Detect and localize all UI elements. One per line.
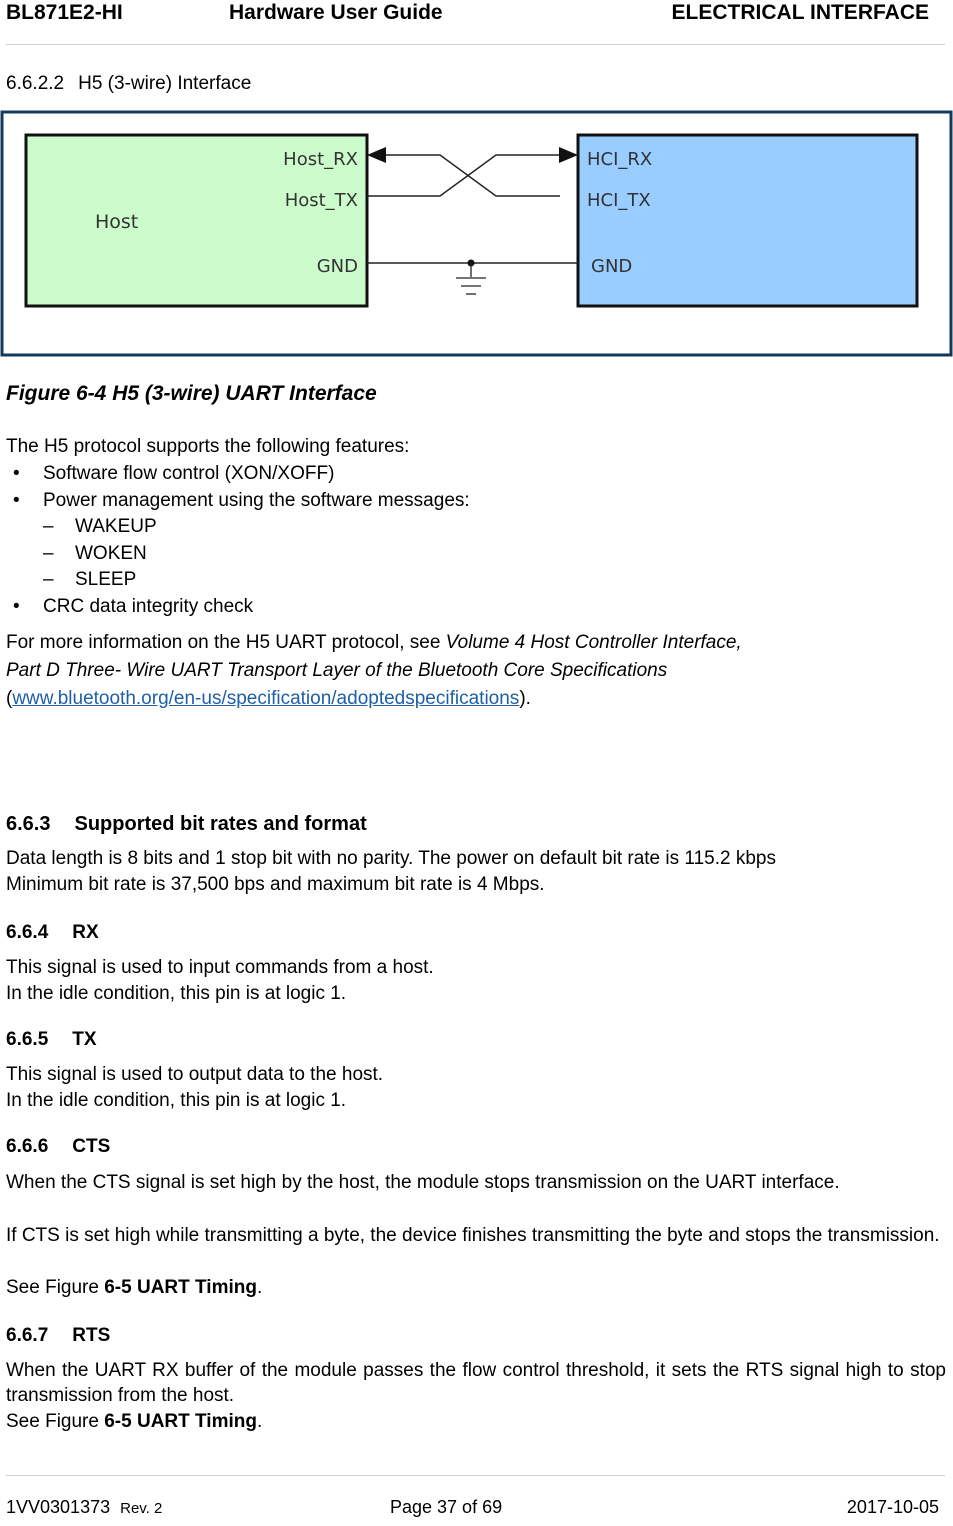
cts-paragraph-1: When the CTS signal is set high by the host, the module stops transmission on the UART interface. xyxy=(6,1172,840,1193)
features-intro: The H5 protocol supports the following features: xyxy=(6,436,410,457)
hci-tx-pin: HCI_TX xyxy=(587,190,651,211)
host-rx-pin: Host_RX xyxy=(283,149,358,170)
rx-text-line1: This signal is used to input commands from a host. xyxy=(6,957,434,978)
section-title: TX xyxy=(72,1029,97,1050)
section-heading-6-6-4 xyxy=(6,922,99,944)
host-gnd-pin: GND xyxy=(316,256,358,277)
section-number: 6.6.7 xyxy=(6,1325,49,1346)
subsection-title: H5 (3-wire) Interface xyxy=(78,73,252,94)
section-title: RTS xyxy=(72,1325,111,1346)
header-rule xyxy=(6,44,945,45)
feature-subitem: WOKEN xyxy=(75,543,147,564)
section-heading-6-6-5 xyxy=(6,1029,97,1051)
host-label: Host xyxy=(95,211,139,233)
doc-number: 1VV0301373 xyxy=(6,1497,111,1517)
section-heading-6-6-6 xyxy=(6,1136,110,1158)
section-number: 6.6.5 xyxy=(6,1029,49,1050)
bitrate-text-line1: Data length is 8 bits and 1 stop bit with no parity. The power on default bit rate is 115.2 kbps xyxy=(6,848,776,869)
section-heading-6-6-3 xyxy=(6,813,367,836)
figure-caption: Figure 6-4 H5 (3-wire) UART Interface xyxy=(6,382,377,405)
header-doc-id: BL871E2-HI xyxy=(6,1,123,24)
subsection-heading xyxy=(6,71,251,97)
bitrate-text-line2: Minimum bit rate is 37,500 bps and maximum bit rate is 4 Mbps. xyxy=(6,874,545,895)
footer-doc-number xyxy=(6,1497,162,1518)
spec-reference: Volume 4 Host Controller Interface, xyxy=(445,632,742,653)
section-title: CTS xyxy=(72,1136,111,1157)
feature-item: Power management using the software messages: xyxy=(43,490,470,511)
host-tx-pin: Host_TX xyxy=(284,190,358,211)
revision: Rev. 2 xyxy=(120,1500,163,1517)
paren-close: ). xyxy=(519,688,531,709)
section-number: 6.6.4 xyxy=(6,922,49,943)
subsection-number: 6.6.2.2 xyxy=(6,73,65,94)
module-gnd-pin: GND xyxy=(591,256,633,277)
footer-rule xyxy=(6,1475,945,1476)
section-number: 6.6.3 xyxy=(6,813,51,835)
more-info-link-line xyxy=(6,686,531,712)
feature-bullet-icon: • xyxy=(13,596,20,617)
bluetooth-spec-link[interactable]: www.bluetooth.org/en-us/specification/adoptedspecifications xyxy=(12,688,520,709)
footer-date: 2017-10-05 xyxy=(846,1497,939,1517)
tx-text-line2: In the idle condition, this pin is at logic 1. xyxy=(6,1090,347,1111)
feature-dash-icon: – xyxy=(43,543,54,564)
feature-bullet-icon: • xyxy=(13,490,20,511)
feature-subitem: WAKEUP xyxy=(75,516,157,537)
figure-reference[interactable]: 6-5 UART Timing xyxy=(104,1277,257,1298)
rx-text-line2: In the idle condition, this pin is at logic 1. xyxy=(6,983,347,1004)
more-info-line1 xyxy=(6,630,742,656)
see-prefix: See Figure xyxy=(6,1277,105,1298)
section-title: Supported bit rates and format xyxy=(74,813,367,835)
see-suffix: . xyxy=(256,1277,263,1298)
footer-page: Page 37 of 69 xyxy=(390,1497,503,1517)
see-prefix: See Figure xyxy=(6,1411,105,1432)
section-number: 6.6.6 xyxy=(6,1136,49,1157)
cts-paragraph-2: If CTS is set high while transmitting a byte, the device finishes transmitting the byte and stops the transmission. xyxy=(6,1225,940,1246)
section-heading-6-6-7 xyxy=(6,1325,110,1347)
feature-item: Software flow control (XON/XOFF) xyxy=(43,463,335,484)
feature-item: CRC data integrity check xyxy=(43,596,254,617)
paren-open: ( xyxy=(6,688,13,709)
feature-dash-icon: – xyxy=(43,516,54,537)
more-info-prefix: For more information on the H5 UART protocol, see xyxy=(6,632,446,653)
rts-paragraph: When the UART RX buffer of the module passes the flow control threshold, it sets the RTS signal high to stop transmission from the host. xyxy=(6,1360,946,1406)
see-suffix: . xyxy=(256,1411,263,1432)
section-title: RX xyxy=(72,922,99,943)
header-doc-title: Hardware User Guide xyxy=(229,1,443,24)
header-chapter: ELECTRICAL INTERFACE xyxy=(671,1,929,24)
feature-dash-icon: – xyxy=(43,569,54,590)
feature-subitem: SLEEP xyxy=(75,569,137,590)
spec-reference-line2: Part D Three- Wire UART Transport Layer of the Bluetooth Core Specifications xyxy=(6,660,668,681)
h5-interface-diagram xyxy=(0,110,953,357)
tx-text-line1: This signal is used to output data to the host. xyxy=(6,1064,384,1085)
feature-bullet-icon: • xyxy=(13,463,20,484)
cts-see-figure xyxy=(6,1275,262,1301)
figure-reference[interactable]: 6-5 UART Timing xyxy=(104,1411,257,1432)
hci-rx-pin: HCI_RX xyxy=(587,149,653,170)
rts-see-figure xyxy=(6,1409,262,1435)
